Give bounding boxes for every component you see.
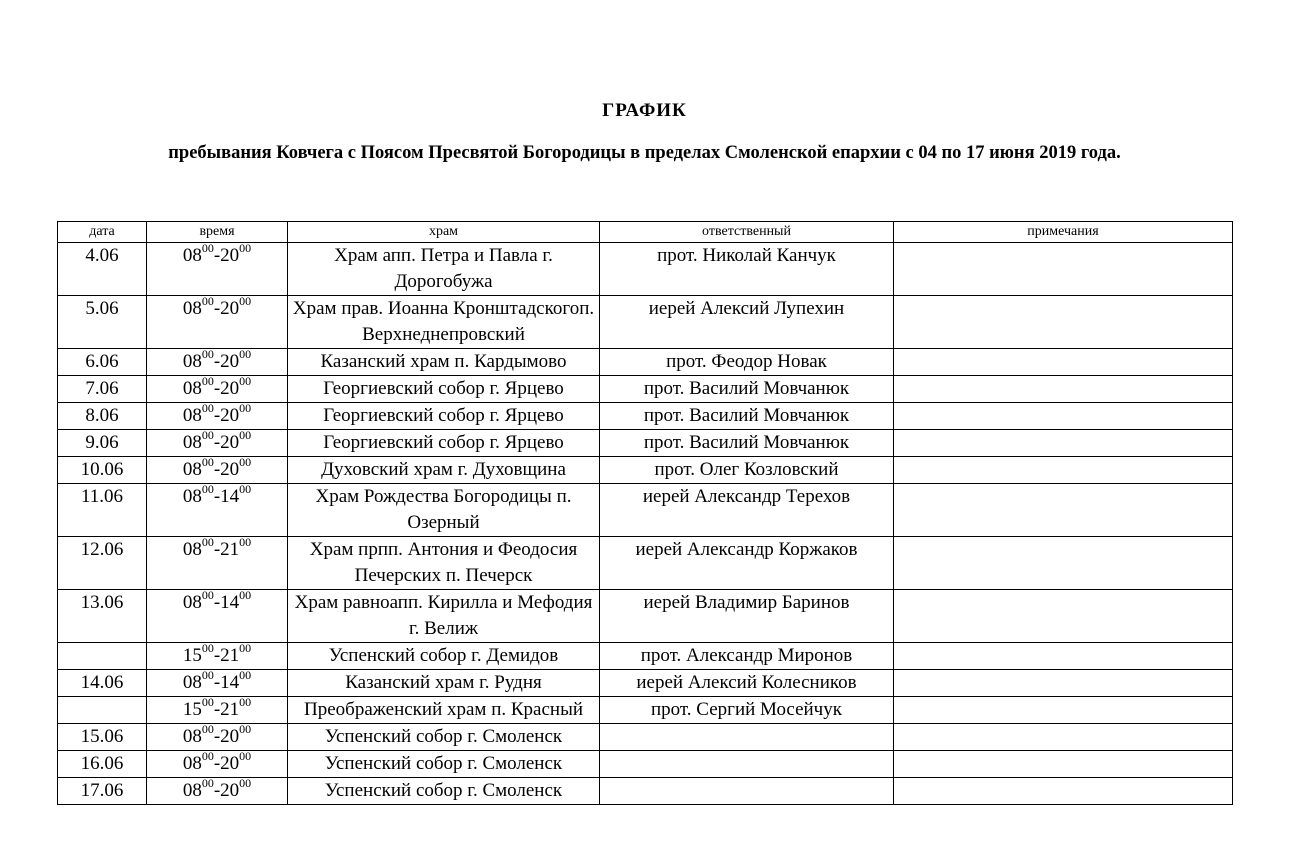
time-end-minutes: 00: [239, 295, 252, 308]
cell-time: $08^{00}-20^{00}$: [147, 376, 288, 403]
time-start-hour: 08: [182, 351, 202, 372]
cell-date: 17.06: [58, 778, 147, 805]
time-start-hour: 08: [182, 592, 202, 613]
cell-temple: [288, 751, 600, 778]
table-row: [58, 484, 1233, 537]
time-start-minutes: 00: [201, 429, 214, 442]
cell-notes: [894, 484, 1233, 537]
cell-temple: [288, 778, 600, 805]
time-end-hour: 20: [220, 726, 240, 747]
table-row: [58, 296, 1233, 349]
time-start-minutes: 00: [201, 642, 214, 655]
time-end-hour: 20: [220, 378, 240, 399]
cell-notes: [894, 430, 1233, 457]
cell-responsible: иерей Александр Коржаков: [600, 537, 894, 590]
time-end-minutes: 00: [239, 456, 252, 469]
header-temple: храм: [288, 222, 600, 243]
header-time: время: [147, 222, 288, 243]
cell-responsible: иерей Алексий Лупехин: [600, 296, 894, 349]
time-start-minutes: 00: [201, 483, 214, 496]
time-end-hour: 20: [220, 245, 240, 266]
temple-line: Казанский храм п. Кардымово: [320, 351, 567, 372]
table-row: [58, 537, 1233, 590]
time-end-minutes: 00: [239, 589, 252, 602]
temple-line: Храм апп. Петра и Павла г. Дорогобужа: [334, 245, 553, 292]
table-row: [58, 670, 1233, 697]
time-start-hour: 08: [182, 726, 202, 747]
temple-line: Преображенский храм п. Красный: [304, 699, 583, 720]
cell-time: $08^{00}-20^{00}$: [147, 778, 288, 805]
time-end-hour: 21: [220, 645, 240, 666]
cell-responsible: прот. Сергий Мосейчук: [600, 697, 894, 724]
cell-notes: [894, 243, 1233, 296]
cell-temple: [288, 590, 600, 643]
schedule-table: [57, 221, 1233, 805]
cell-time: $08^{00}-20^{00}$: [147, 243, 288, 296]
cell-time: $08^{00}-20^{00}$: [147, 349, 288, 376]
table-row: [58, 430, 1233, 457]
cell-time: $08^{00}-21^{00}$: [147, 537, 288, 590]
temple-line: Духовский храм г. Духовщина: [321, 459, 566, 480]
time-start-hour: 08: [182, 245, 202, 266]
cell-date: [58, 643, 147, 670]
cell-responsible: прот. Василий Мовчанюк: [600, 376, 894, 403]
table-row: [58, 778, 1233, 805]
cell-temple: [288, 457, 600, 484]
cell-notes: [894, 296, 1233, 349]
cell-responsible: [600, 778, 894, 805]
temple-line: г. Велиж: [408, 618, 479, 639]
time-end-minutes: 00: [239, 483, 252, 496]
temple-line: Печерских п. Печерск: [354, 565, 533, 586]
cell-temple: [288, 430, 600, 457]
cell-notes: [894, 697, 1233, 724]
cell-temple: [288, 484, 600, 537]
cell-notes: [894, 643, 1233, 670]
cell-notes: [894, 778, 1233, 805]
time-end-minutes: 00: [239, 777, 252, 790]
cell-time: $08^{00}-14^{00}$: [147, 670, 288, 697]
time-start-minutes: 00: [201, 402, 214, 415]
cell-time: $08^{00}-14^{00}$: [147, 590, 288, 643]
table-header-row: [58, 222, 1233, 243]
temple-line: Успенский собор г. Смоленск: [324, 726, 563, 747]
time-end-hour: 20: [220, 753, 240, 774]
cell-notes: [894, 590, 1233, 643]
temple-line: Георгиевский собор г. Ярцево: [323, 405, 564, 426]
header-notes: примечания: [894, 222, 1233, 243]
cell-responsible: [600, 724, 894, 751]
document-subtitle: пребывания Ковчега с Поясом Пресвятой Богородицы в пределах Смоленской епархии с 04 по 17 июня 2019 года.: [168, 143, 1121, 163]
cell-notes: [894, 403, 1233, 430]
table-row: [58, 243, 1233, 296]
time-end-hour: 14: [220, 672, 240, 693]
temple-line: Храм Рождества Богородицы п. Озерный: [315, 486, 572, 533]
time-start-minutes: 00: [201, 777, 214, 790]
cell-temple: [288, 349, 600, 376]
cell-date: 5.06: [58, 296, 147, 349]
time-end-hour: 14: [220, 592, 240, 613]
temple-line: Успенский собор г. Смоленск: [324, 780, 563, 801]
cell-time: $08^{00}-20^{00}$: [147, 724, 288, 751]
time-start-hour: 08: [182, 405, 202, 426]
time-end-minutes: 00: [239, 536, 252, 549]
time-end-hour: 21: [220, 699, 240, 720]
cell-time: $08^{00}-14^{00}$: [147, 484, 288, 537]
time-start-hour: 08: [182, 459, 202, 480]
time-start-hour: 15: [182, 699, 202, 720]
cell-date: 12.06: [58, 537, 147, 590]
cell-date: 10.06: [58, 457, 147, 484]
time-start-minutes: 00: [201, 589, 214, 602]
temple-line: Георгиевский собор г. Ярцево: [323, 432, 564, 453]
cell-responsible: прот. Василий Мовчанюк: [600, 430, 894, 457]
cell-notes: [894, 670, 1233, 697]
cell-date: 8.06: [58, 403, 147, 430]
cell-date: 13.06: [58, 590, 147, 643]
cell-responsible: прот. Николай Канчук: [600, 243, 894, 296]
table-row: [58, 643, 1233, 670]
header-responsible: ответственный: [600, 222, 894, 243]
header-date: дата: [58, 222, 147, 243]
time-end-minutes: 00: [239, 242, 252, 255]
table-row: [58, 724, 1233, 751]
cell-time: $08^{00}-20^{00}$: [147, 403, 288, 430]
cell-responsible: прот. Олег Козловский: [600, 457, 894, 484]
time-start-hour: 08: [182, 672, 202, 693]
cell-temple: [288, 403, 600, 430]
cell-temple: [288, 697, 600, 724]
time-start-hour: 08: [182, 780, 202, 801]
temple-line: Успенский собор г. Демидов: [328, 645, 559, 666]
time-end-hour: 20: [220, 432, 240, 453]
time-end-hour: 20: [220, 405, 240, 426]
cell-responsible: прот. Александр Миронов: [600, 643, 894, 670]
temple-line: Георгиевский собор г. Ярцево: [323, 378, 564, 399]
time-start-minutes: 00: [201, 669, 214, 682]
cell-date: 11.06: [58, 484, 147, 537]
document-title: ГРАФИК: [602, 100, 687, 121]
temple-line: Храм равноапп. Кирилла и Мефодия: [294, 592, 593, 613]
cell-temple: [288, 537, 600, 590]
table-row: [58, 376, 1233, 403]
cell-temple: [288, 670, 600, 697]
temple-line: Храм прпп. Антония и Феодосия: [309, 539, 578, 560]
cell-time: $08^{00}-20^{00}$: [147, 457, 288, 484]
table-body: [58, 243, 1233, 805]
cell-time: $15^{00}-21^{00}$: [147, 697, 288, 724]
cell-date: 4.06: [58, 243, 147, 296]
time-end-minutes: 00: [239, 429, 252, 442]
cell-notes: [894, 349, 1233, 376]
cell-notes: [894, 457, 1233, 484]
cell-responsible: иерей Александр Терехов: [600, 484, 894, 537]
time-end-hour: 20: [220, 351, 240, 372]
table-row: [58, 403, 1233, 430]
time-end-hour: 14: [220, 486, 240, 507]
cell-date: 7.06: [58, 376, 147, 403]
time-end-minutes: 00: [239, 669, 252, 682]
cell-time: $08^{00}-20^{00}$: [147, 296, 288, 349]
time-end-hour: 21: [220, 539, 240, 560]
cell-temple: [288, 376, 600, 403]
cell-notes: [894, 751, 1233, 778]
time-start-minutes: 00: [201, 696, 214, 709]
cell-temple: [288, 296, 600, 349]
cell-time: $08^{00}-20^{00}$: [147, 430, 288, 457]
time-end-minutes: 00: [239, 642, 252, 655]
cell-notes: [894, 376, 1233, 403]
time-end-minutes: 00: [239, 696, 252, 709]
table-row: [58, 349, 1233, 376]
time-start-minutes: 00: [201, 723, 214, 736]
table-row: [58, 457, 1233, 484]
time-start-minutes: 00: [201, 375, 214, 388]
time-start-hour: 08: [182, 298, 202, 319]
temple-line: Казанский храм г. Рудня: [345, 672, 542, 693]
cell-date: 14.06: [58, 670, 147, 697]
cell-temple: [288, 724, 600, 751]
cell-responsible: прот. Василий Мовчанюк: [600, 403, 894, 430]
cell-date: 9.06: [58, 430, 147, 457]
cell-temple: [288, 643, 600, 670]
cell-responsible: [600, 751, 894, 778]
time-start-hour: 15: [182, 645, 202, 666]
time-end-hour: 20: [220, 459, 240, 480]
table-row: [58, 751, 1233, 778]
time-start-hour: 08: [182, 539, 202, 560]
cell-time: $15^{00}-21^{00}$: [147, 643, 288, 670]
time-start-hour: 08: [182, 486, 202, 507]
cell-responsible: прот. Феодор Новак: [600, 349, 894, 376]
time-end-minutes: 00: [239, 402, 252, 415]
cell-responsible: иерей Алексий Колесников: [600, 670, 894, 697]
temple-line: Храм прав. Иоанна Кронштадскогоп.: [292, 298, 595, 319]
temple-line: Успенский собор г. Смоленск: [324, 753, 563, 774]
cell-date: 6.06: [58, 349, 147, 376]
time-start-minutes: 00: [201, 750, 214, 763]
time-end-hour: 20: [220, 780, 240, 801]
cell-time: $08^{00}-20^{00}$: [147, 751, 288, 778]
cell-notes: [894, 724, 1233, 751]
time-start-hour: 08: [182, 432, 202, 453]
table-row: [58, 697, 1233, 724]
time-end-hour: 20: [220, 298, 240, 319]
time-end-minutes: 00: [239, 348, 252, 361]
time-start-hour: 08: [182, 378, 202, 399]
cell-responsible: иерей Владимир Баринов: [600, 590, 894, 643]
time-start-minutes: 00: [201, 536, 214, 549]
table-row: [58, 590, 1233, 643]
cell-date: [58, 697, 147, 724]
cell-temple: [288, 243, 600, 296]
temple-line: Верхнеднепровский: [362, 324, 525, 345]
time-start-minutes: 00: [201, 348, 214, 361]
time-end-minutes: 00: [239, 723, 252, 736]
time-end-minutes: 00: [239, 750, 252, 763]
cell-date: 16.06: [58, 751, 147, 778]
time-end-minutes: 00: [239, 375, 252, 388]
cell-notes: [894, 537, 1233, 590]
time-start-minutes: 00: [201, 456, 214, 469]
time-start-minutes: 00: [201, 295, 214, 308]
cell-date: 15.06: [58, 724, 147, 751]
time-start-minutes: 00: [201, 242, 214, 255]
time-start-hour: 08: [182, 753, 202, 774]
